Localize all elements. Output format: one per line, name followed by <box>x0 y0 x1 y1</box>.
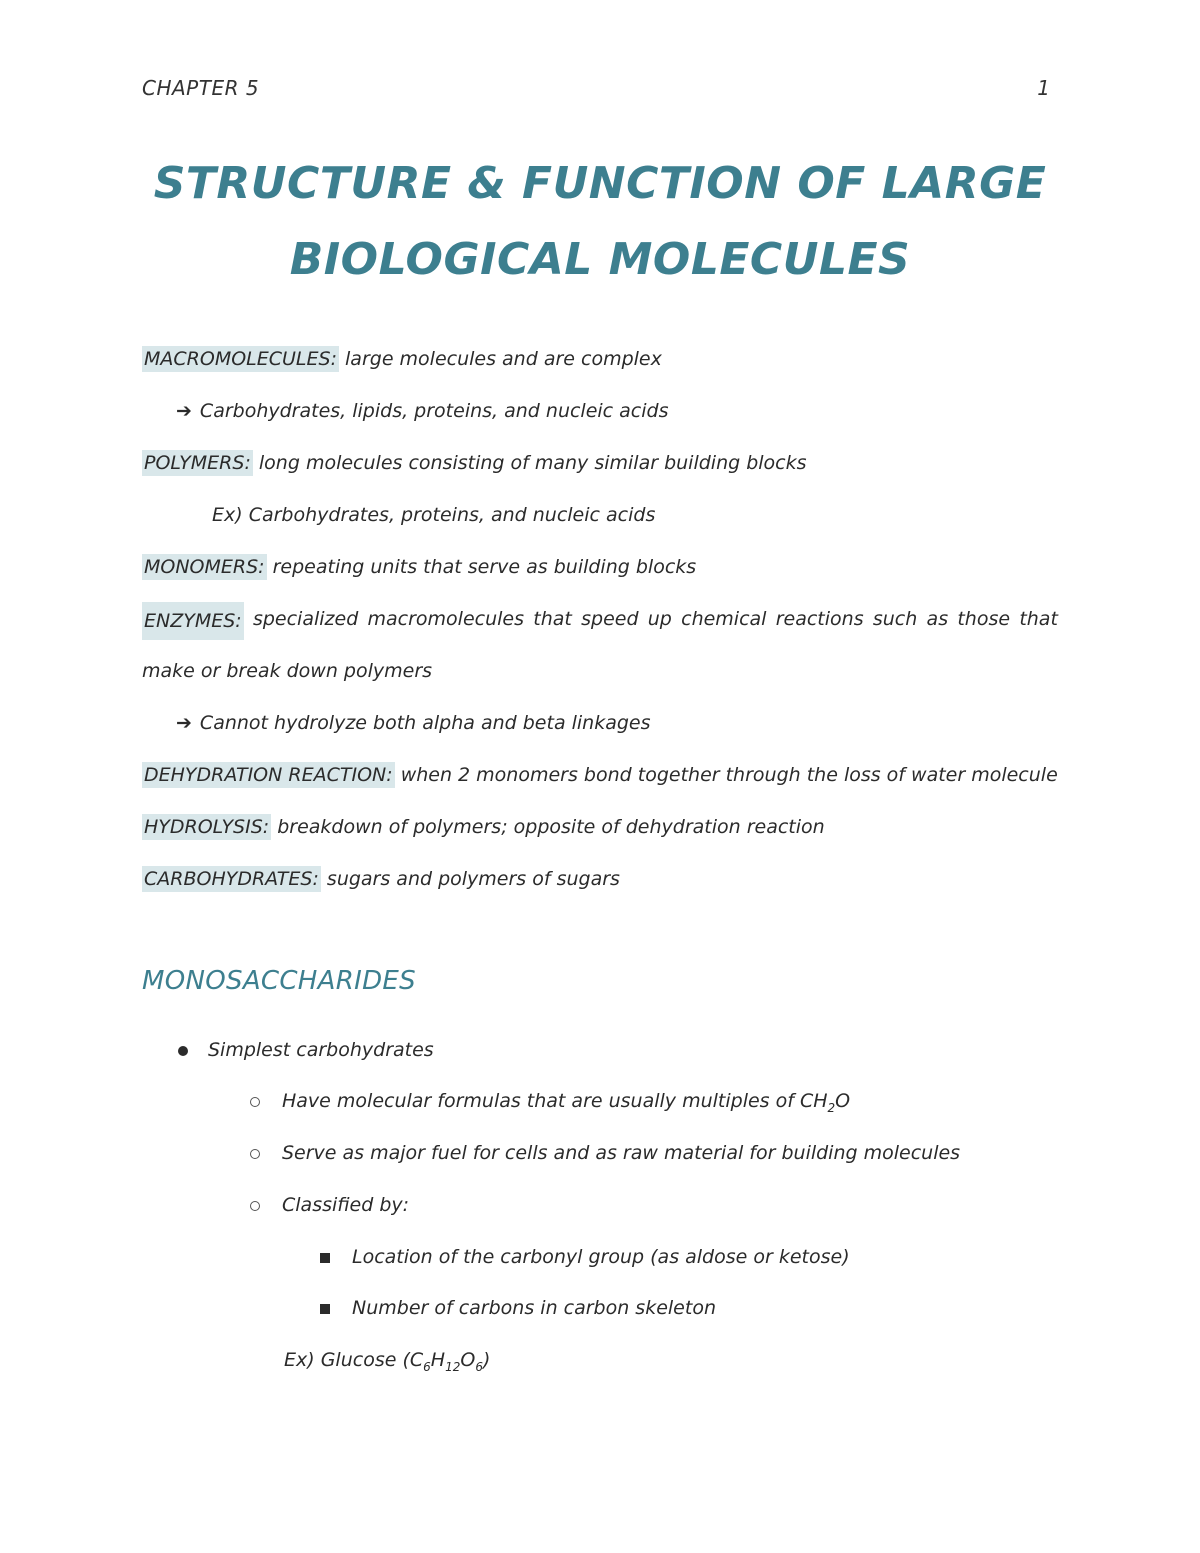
definition-text: repeating units that serve as building blocks <box>266 556 697 578</box>
subscript: 12 <box>445 1359 461 1374</box>
definition-macromolecules <box>142 342 1058 376</box>
enzyme-word: such <box>872 608 918 630</box>
definition-monomers <box>142 550 1058 584</box>
polymers-example <box>212 498 1128 532</box>
definition-text: sugars and polymers of sugars <box>320 868 620 890</box>
term-label: MONOMERS: <box>144 556 265 578</box>
enzyme-word: that <box>533 608 572 630</box>
bullet-text: Have molecular formulas that are usually multiples of CH <box>282 1090 828 1112</box>
enzyme-word: those <box>957 608 1011 630</box>
bullet-square-icon <box>320 1253 330 1263</box>
bullet-simplest <box>178 1033 1094 1067</box>
definition-enzymes <box>142 602 1058 640</box>
example-text: Ex) Glucose (C <box>284 1349 424 1371</box>
page-number: 1 <box>1037 76 1050 100</box>
example-h: H <box>430 1349 446 1371</box>
example-suffix: ) <box>482 1349 491 1371</box>
definition-carbohydrates <box>142 862 1058 896</box>
title-line-1: STRUCTURE & FUNCTION OF LARGE <box>153 158 1047 209</box>
enzyme-word: reactions <box>775 608 864 630</box>
definition-text: long molecules consisting of many similar building blocks <box>252 452 807 474</box>
definition-hydrolysis <box>142 810 1058 844</box>
arrow-right-icon: ➔ <box>176 400 192 422</box>
enzymes-note <box>176 706 1092 740</box>
sub-sub-bullet-carbonyl <box>320 1240 1200 1274</box>
definition-text: make or break down polymers <box>142 660 433 682</box>
definition-text: when 2 monomers bond together through the loss of water molecule <box>394 764 1058 786</box>
enzyme-word: speed <box>581 608 639 630</box>
subscript: 2 <box>827 1100 836 1115</box>
sub-bullet-fuel <box>250 1136 1166 1170</box>
bullet-square-icon <box>320 1304 330 1314</box>
bullet-text: Number of carbons in carbon skeleton <box>352 1297 716 1319</box>
term-label: POLYMERS: <box>144 452 251 474</box>
sub-bullet-classified <box>250 1188 1166 1222</box>
example-o: O <box>460 1349 476 1371</box>
definition-polymers <box>142 446 1058 480</box>
enzyme-word: specialized <box>252 608 359 630</box>
enzyme-word: as <box>926 608 949 630</box>
definition-text: large molecules and are complex <box>338 348 662 370</box>
enzyme-word: macromolecules <box>367 608 525 630</box>
macromolecules-note <box>176 394 1092 428</box>
definition-dehydration <box>142 758 1058 792</box>
bullet-text: Serve as major fuel for cells and as raw material for building molecules <box>282 1142 961 1164</box>
bullet-circle-icon <box>250 1097 260 1107</box>
bullet-text: Classified by: <box>282 1194 410 1216</box>
bullet-circle-icon <box>250 1149 260 1159</box>
glucose-example <box>284 1343 1200 1384</box>
bullet-dot-icon <box>178 1046 188 1056</box>
subscript: 6 <box>475 1359 483 1374</box>
term-label: DEHYDRATION REACTION: <box>144 764 393 786</box>
enzyme-word: up <box>647 608 672 630</box>
note-text: Carbohydrates, lipids, proteins, and nucleic acids <box>199 400 669 422</box>
page-header <box>142 76 1050 106</box>
term-label: CARBOHYDRATES: <box>144 868 319 890</box>
enzyme-word: chemical <box>681 608 767 630</box>
bullet-circle-icon <box>250 1201 260 1211</box>
term-label: MACROMOLECULES: <box>144 348 337 370</box>
sub-bullet-formula <box>250 1084 1166 1125</box>
arrow-right-icon: ➔ <box>176 712 192 734</box>
title-line-2: BIOLOGICAL MOLECULES <box>289 234 911 285</box>
section-heading-monosaccharides: MONOSACCHARIDES <box>142 966 416 996</box>
enzymes-continuation <box>142 654 1058 688</box>
example-text: Ex) Carbohydrates, proteins, and nucleic acids <box>212 504 656 526</box>
enzyme-word: that <box>1019 608 1058 630</box>
definition-text: breakdown of polymers; opposite of dehydration reaction <box>271 816 825 838</box>
bullet-text: Simplest carbohydrates <box>208 1039 434 1061</box>
bullet-text: Location of the carbonyl group (as aldose or ketose) <box>352 1246 850 1268</box>
bullet-text-suffix: O <box>835 1090 851 1112</box>
sub-sub-bullet-carbons <box>320 1291 1200 1325</box>
note-text: Cannot hydrolyze both alpha and beta linkages <box>199 712 651 734</box>
document-title <box>142 146 1058 298</box>
term-label: ENZYMES: <box>142 602 244 640</box>
chapter-label: CHAPTER 5 <box>142 76 260 100</box>
subscript: 6 <box>423 1359 431 1374</box>
term-label: HYDROLYSIS: <box>144 816 270 838</box>
